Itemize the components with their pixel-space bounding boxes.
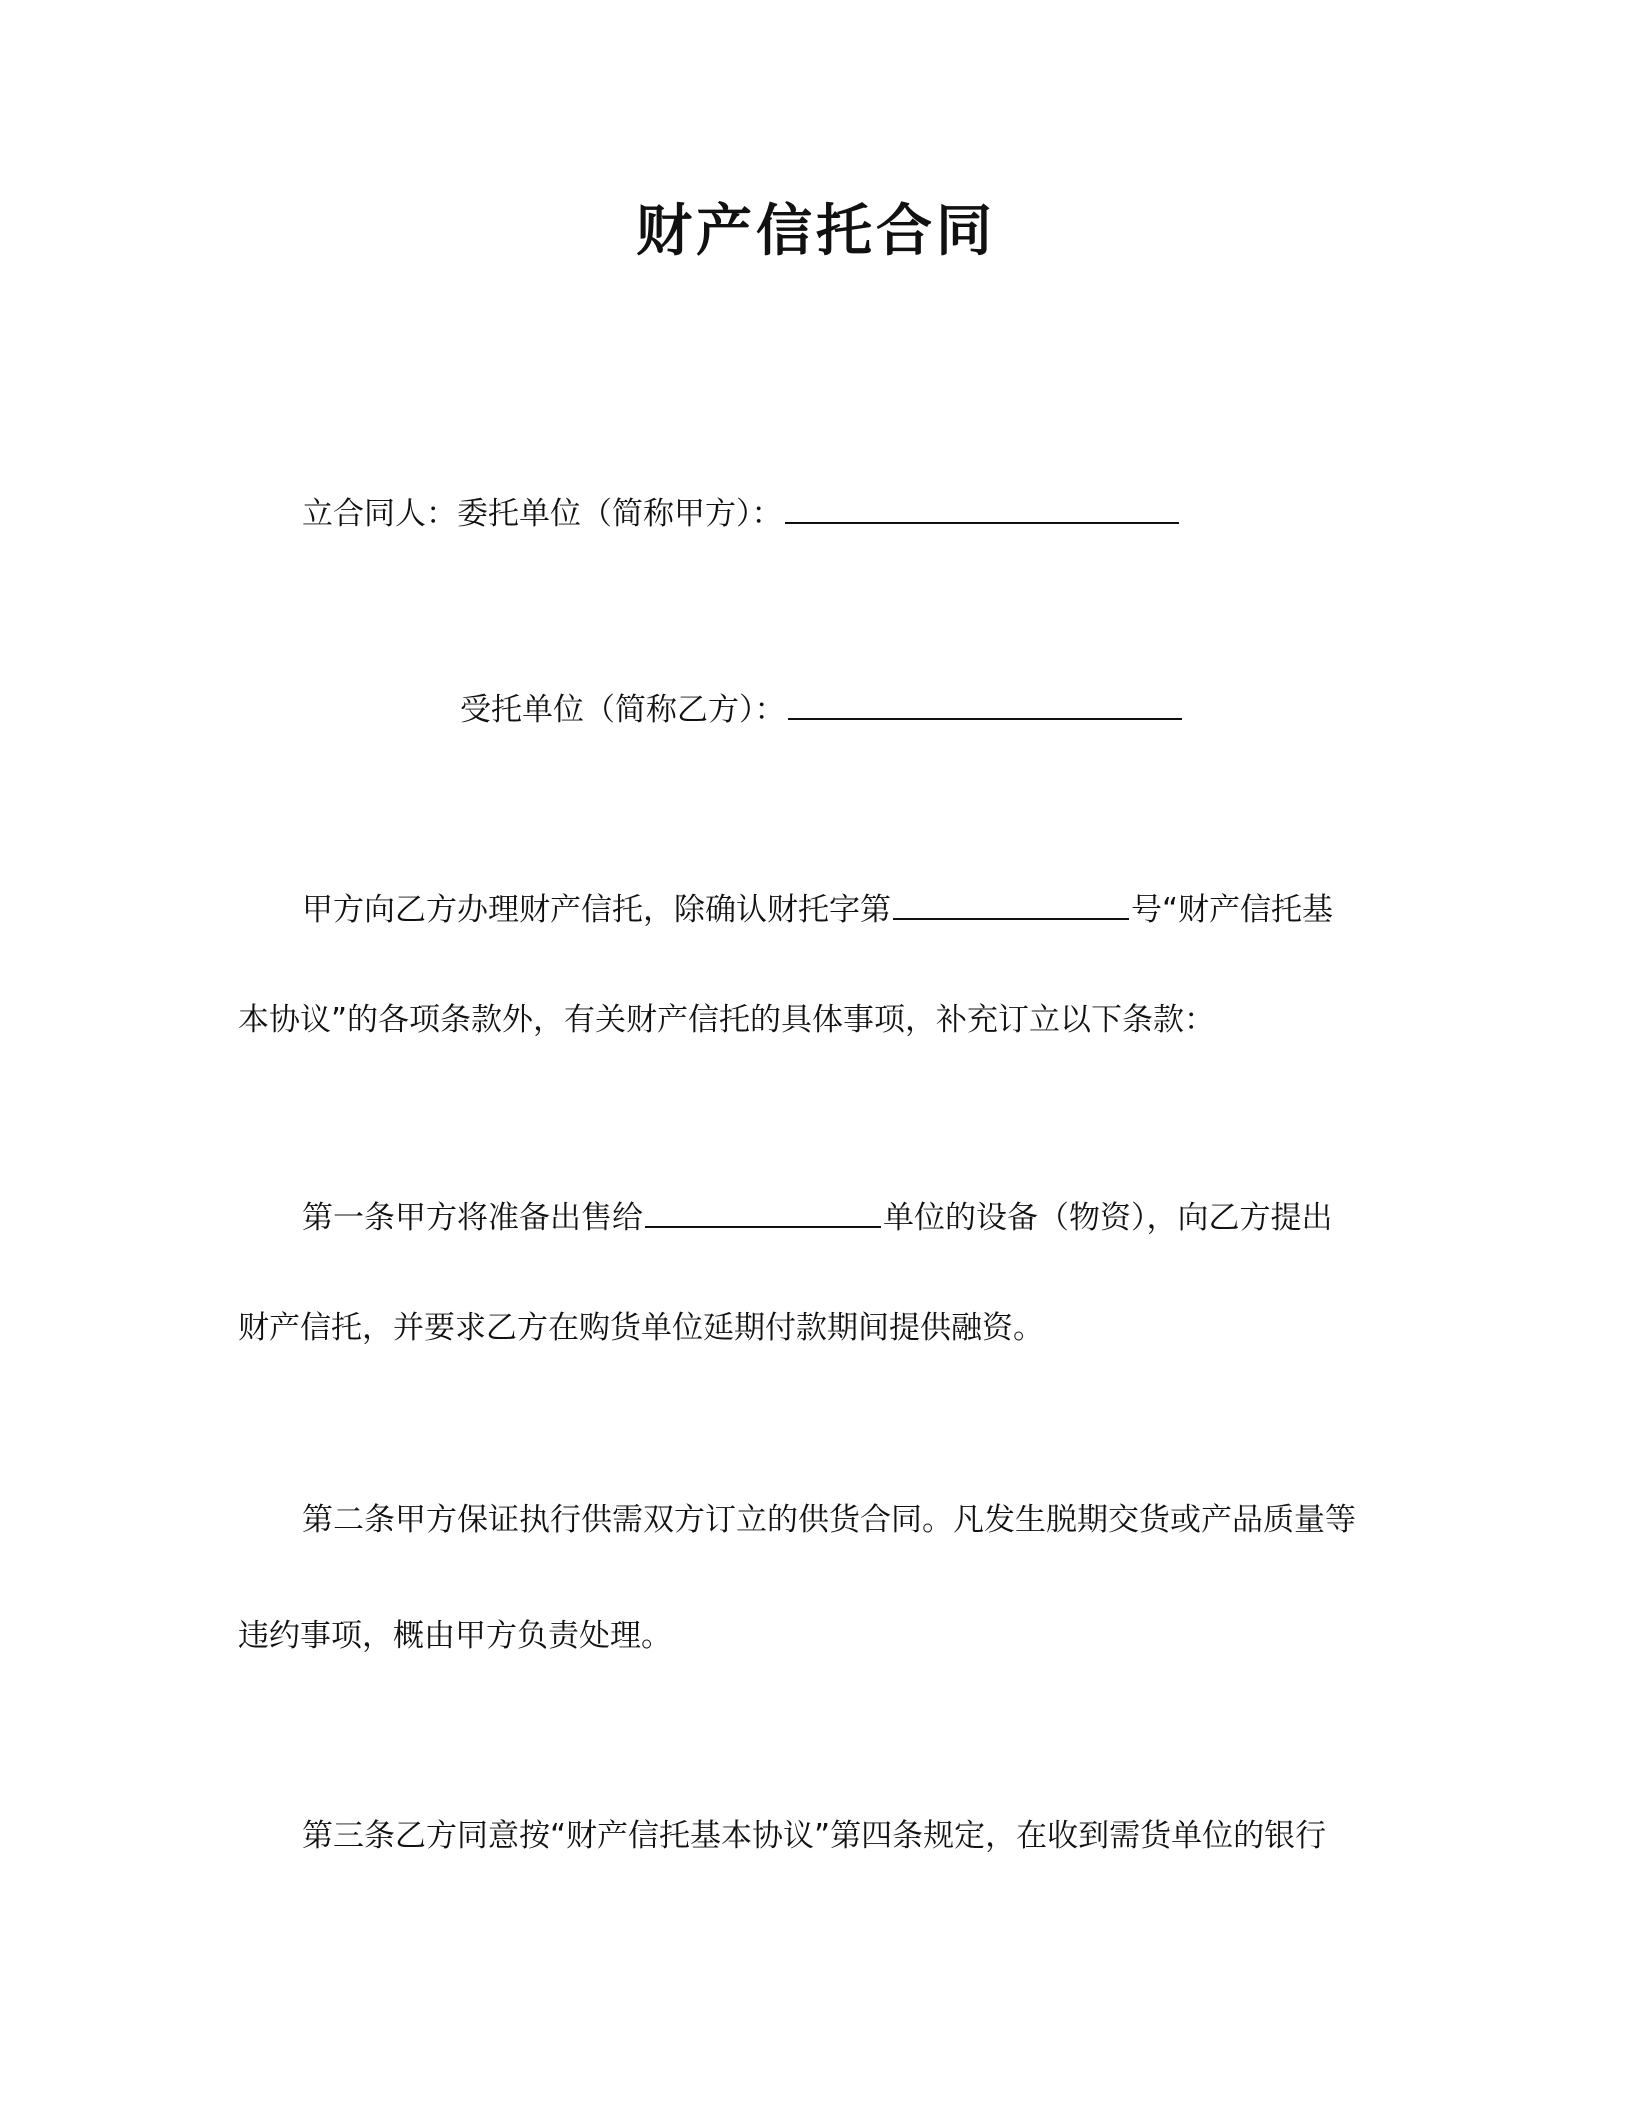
article-1-line-2: 财产信托，并要求乙方在购货单位延期付款期间提供融资。 — [238, 1310, 1044, 1346]
party-b-blank[interactable] — [788, 684, 1182, 720]
article-2-line-1: 第二条甲方保证执行供需双方订立的供货合同。凡发生脱期交货或产品质量等 — [302, 1502, 1356, 1538]
article-3-line-1: 第三条乙方同意按“财产信托基本协议”第四条规定，在收到需货单位的银行 — [302, 1818, 1327, 1854]
party-a-label: 立合同人：委托单位（简称甲方）： — [302, 496, 783, 532]
article-1-text-b: 单位的设备（物资），向乙方提出 — [883, 1200, 1333, 1236]
preamble-line-1 — [302, 884, 1333, 930]
preamble-text-1b: 号“财产信托基 — [1131, 892, 1334, 928]
document-title: 财产信托合同 — [636, 199, 996, 264]
article-2-line-2: 违约事项，概由甲方负责处理。 — [238, 1618, 672, 1654]
preamble-text-1a: 甲方向乙方办理财产信托，除确认财托字第 — [302, 892, 891, 928]
party-b-label: 受托单位（简称乙方）： — [460, 692, 786, 728]
article-1-line-1 — [302, 1192, 1333, 1238]
party-a-blank[interactable] — [785, 488, 1179, 524]
party-a-line — [302, 488, 1181, 534]
preamble-line-2: 本协议”的各项条款外，有关财产信托的具体事项，补充订立以下条款： — [238, 1002, 1216, 1038]
article-1-text-a: 第一条甲方将准备出售给 — [302, 1200, 643, 1236]
buyer-unit-blank[interactable] — [645, 1192, 881, 1228]
party-b-line — [460, 684, 1184, 730]
agreement-number-blank[interactable] — [893, 884, 1129, 920]
